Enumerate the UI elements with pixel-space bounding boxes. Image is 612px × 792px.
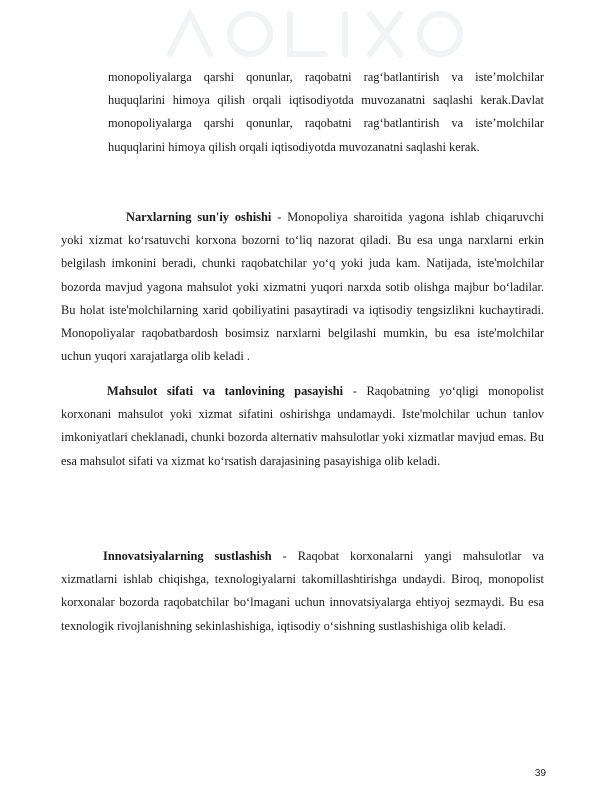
paragraph-heading-artificial-price-increase: Narxlarning sun'iy oshishi [126, 210, 272, 224]
paragraph-heading-quality-decline: Mahsulot sifati va tanlovining pasayishi [107, 384, 344, 398]
paragraph-body-innovation-slowdown: - Raqobat korxonalarni yangi mahsulotlar va xizmatlarni ishlab chiqishga, texnologiyalarni takomillashtirishga undaydi. Biroq, monopolist korxonalar bozorda raqobatchilar bo‘lmagani uchun innovatsiyalarga ehtiyoj sezmaydi. Bu esa texnologik rivojlanishning sekinlashishiga, iqtisodiy o‘sishning sustlashishiga olib keladi. [61, 549, 544, 633]
paragraph-artificial-price-increase [61, 206, 544, 368]
paragraph-intro-text: monopoliyalarga qarshi qonunlar, raqobatni rag‘batlantirish va iste’molchilar huquqlarini himoya qilish orqali iqtisodiyotda muvozanatni saqlashi kerak.Davlat monopoliyalarga qarshi qonunlar, raqobatni rag‘batlantirish va iste’molchilar huquqlarini himoya qilish orqali iqtisodiyotda muvozanatni saqlashi kerak. [108, 70, 544, 154]
paragraph-quality-decline [61, 380, 544, 473]
paragraph-intro [108, 66, 544, 159]
paragraph-innovation-slowdown [61, 545, 544, 638]
paragraph-body-quality-decline: - Raqobatning yo‘qligi monopolist korxonani mahsulot yoki xizmat sifatini oshirishga undamaydi. Iste'molchilar uchun tanlov imkoniyatlari cheklanadi, chunki bozorda alternativ mahsulotlar yoki xizmatlar mavjud emas. Bu esa mahsulot sifati va xizmat ko‘rsatish darajasining pasayishiga olib keladi. [61, 384, 544, 468]
watermark-logo-icon [150, 4, 480, 64]
page-number: 39 [534, 768, 546, 779]
paragraph-heading-innovation-slowdown: Innovatsiyalarning sustlashish [103, 549, 272, 563]
paragraph-body-artificial-price-increase: - Monopoliya sharoitida yagona ishlab chiqaruvchi yoki xizmat ko‘rsatuvchi korxona bozorni to‘liq nazorat qiladi. Bu esa unga narxlarni erkin belgilash imkonini beradi, chunki raqobatchilar yo‘q yoki juda kam. Natijada, iste'molchilar bozorda mavjud yagona mahsulot yoki xizmatni yuqori narxda sotib olishga majbur bo‘ladilar. Bu holat iste'molchilarning xarid qobiliyatini pasaytiradi va iqtisodiy tengsizlikni kuchaytiradi. Monopoliyalar raqobatbardosh bosimsiz narxlarni belgilashi mumkin, bu esa iste'molchilar uchun yuqori xarajatlarga olib keladi . [61, 210, 544, 364]
